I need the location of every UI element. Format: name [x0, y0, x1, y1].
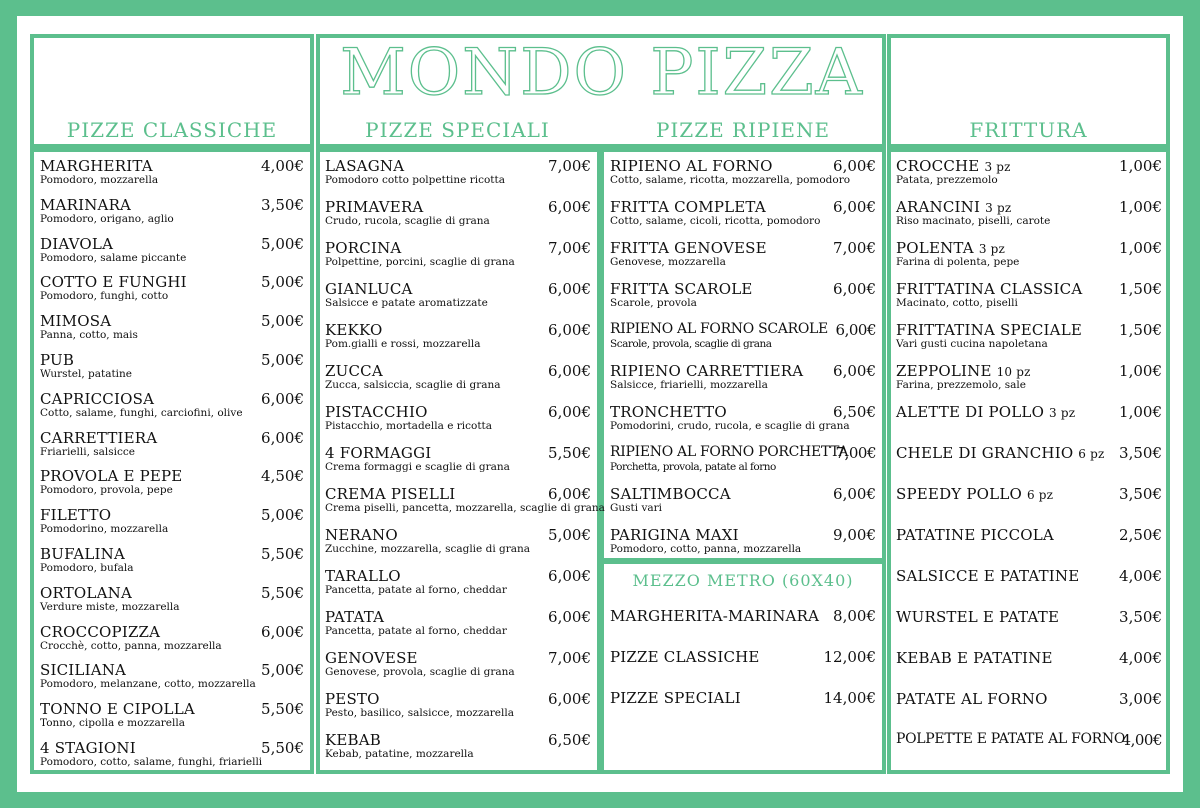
- item-name: KEBAB: [325, 731, 382, 749]
- item-price: 7,00€: [548, 239, 591, 257]
- item-description: Pancetta, patate al forno, cheddar: [325, 584, 507, 596]
- item-description: Farina, prezzemolo, sale: [896, 379, 1026, 391]
- item-description: Pomodoro, melanzane, cotto, mozzarella: [40, 678, 256, 691]
- menu-item: [896, 157, 1162, 197]
- item-description: Crema formaggi e scaglie di grana: [325, 461, 510, 473]
- item-description: Kebab, patatine, mozzarella: [325, 748, 474, 760]
- item-price: 12,00€: [823, 648, 876, 666]
- menu-item: [896, 526, 1162, 566]
- item-price: 5,00€: [548, 526, 591, 544]
- item-name: RIPIENO AL FORNO SCAROLE: [610, 321, 828, 337]
- menu-item: [610, 648, 876, 688]
- item-description: Pomodoro, salame piccante: [40, 251, 187, 264]
- item-name: FRITTATINA CLASSICA: [896, 280, 1083, 298]
- menu-item: [325, 567, 591, 607]
- item-description: Pistacchio, mortadella e ricotta: [325, 420, 493, 432]
- item-quantity: 3 pz: [984, 160, 1011, 174]
- section-title-speciali: PIZZE SPECIALI: [365, 118, 550, 142]
- menu-item: [610, 526, 876, 566]
- item-name: 4 STAGIONI: [40, 739, 136, 757]
- brand-title: MONDO PIZZA: [340, 36, 864, 110]
- section-title-classiche: PIZZE CLASSICHE: [66, 118, 278, 142]
- item-price: 6,00€: [548, 280, 591, 298]
- item-name: FRITTA SCAROLE: [610, 280, 753, 298]
- item-name: PIZZE SPECIALI: [610, 689, 741, 707]
- menu-item: [896, 321, 1162, 361]
- menu-item: [40, 390, 304, 430]
- item-description: Salsicce, friarielli, mozzarella: [610, 379, 768, 391]
- menu-item: [325, 362, 591, 402]
- menu-item: [896, 690, 1162, 730]
- item-price: 6,00€: [548, 362, 591, 380]
- item-price: 6,00€: [261, 389, 304, 408]
- item-name: PESTO: [325, 690, 380, 708]
- menu-item: [610, 403, 876, 443]
- item-name: CHELE DI GRANCHIO 6 pz: [896, 444, 1105, 462]
- menu-item: [40, 545, 304, 585]
- item-description: Crocchè, cotto, panna, mozzarella: [40, 639, 222, 652]
- item-name: TONNO E CIPOLLA: [40, 700, 195, 719]
- item-name: POLENTA 3 pz: [896, 239, 1006, 257]
- item-price: 5,50€: [261, 700, 304, 719]
- item-name: CROCCOPIZZA: [40, 622, 161, 641]
- menu-item: [896, 567, 1162, 607]
- item-description: Wurstel, patatine: [40, 368, 133, 380]
- menu-item: [325, 198, 591, 238]
- item-price: 1,50€: [1119, 321, 1162, 339]
- item-name: DIAVOLA: [40, 234, 114, 253]
- item-price: 3,50€: [261, 195, 304, 214]
- menu-item: [325, 403, 591, 443]
- item-name: WURSTEL E PATATE: [896, 608, 1060, 626]
- menu-item: [40, 351, 304, 391]
- item-name: ZUCCA: [325, 362, 383, 380]
- item-description: Riso macinato, piselli, carote: [896, 215, 1051, 227]
- item-price: 3,50€: [1119, 485, 1162, 503]
- item-description: Patata, prezzemolo: [896, 174, 998, 186]
- item-price: 14,00€: [823, 689, 876, 707]
- item-description: Crudo, rucola, scaglie di grana: [325, 215, 490, 227]
- item-name: CROCCHE 3 pz: [896, 157, 1011, 175]
- item-price: 5,00€: [261, 273, 304, 292]
- item-description: Zucca, salsiccia, scaglie di grana: [325, 379, 501, 391]
- item-name: ALETTE DI POLLO 3 pz: [896, 403, 1076, 421]
- item-name: LASAGNA: [325, 157, 405, 175]
- menu-item: [610, 198, 876, 238]
- menu-item: [40, 273, 304, 313]
- item-name: PATATA: [325, 608, 385, 626]
- item-quantity: 6 pz: [1026, 488, 1054, 502]
- item-name: 4 FORMAGGI: [325, 444, 432, 462]
- menu-item: [325, 608, 591, 648]
- item-price: 6,00€: [833, 485, 876, 503]
- item-name: PATATINE PICCOLA: [896, 526, 1054, 544]
- item-name: GIANLUCA: [325, 280, 413, 298]
- item-name: RIPIENO CARRETTIERA: [610, 362, 804, 380]
- menu-item: [40, 467, 304, 507]
- menu-item: [40, 506, 304, 546]
- item-name: PATATE AL FORNO: [896, 690, 1048, 708]
- item-price: 4,00€: [1119, 649, 1162, 667]
- item-price: 1,50€: [1119, 280, 1162, 298]
- item-price: 1,00€: [1119, 239, 1162, 257]
- item-description: Pom.gialli e rossi, mozzarella: [325, 338, 481, 350]
- menu-item: [40, 584, 304, 624]
- item-price: 7,00€: [835, 444, 876, 462]
- item-name: FRITTA GENOVESE: [610, 239, 767, 257]
- item-price: 5,00€: [261, 661, 304, 680]
- item-name: MARGHERITA: [40, 157, 153, 175]
- item-description: Pomodoro cotto polpettine ricotta: [325, 174, 505, 186]
- item-description: Vari gusti cucina napoletana: [896, 338, 1048, 350]
- item-name: PORCINA: [325, 239, 402, 257]
- item-quantity: 3 pz: [978, 242, 1006, 256]
- item-price: 7,00€: [548, 157, 591, 175]
- menu-item: [610, 444, 876, 484]
- item-description: Scarole, provola: [610, 297, 697, 309]
- item-price: 5,50€: [261, 583, 304, 602]
- item-name: SICILIANA: [40, 661, 127, 680]
- item-description: Gusti vari: [610, 502, 663, 514]
- item-price: 6,00€: [548, 403, 591, 421]
- item-description: Pomodoro, mozzarella: [40, 174, 159, 186]
- item-name: MARINARA: [40, 195, 132, 214]
- item-description: Macinato, cotto, piselli: [896, 297, 1018, 309]
- item-name: SALTIMBOCCA: [610, 485, 731, 503]
- menu-item: [610, 239, 876, 279]
- menu-item: [325, 280, 591, 320]
- item-price: 7,00€: [833, 239, 876, 257]
- item-price: 6,00€: [833, 198, 876, 216]
- item-name: BUFALINA: [40, 545, 126, 563]
- item-price: 6,00€: [261, 622, 304, 641]
- menu-item: [40, 235, 304, 275]
- menu-item: [896, 731, 1162, 771]
- menu-item: [896, 239, 1162, 279]
- item-price: 6,50€: [548, 731, 591, 749]
- item-name: FRITTA COMPLETA: [610, 198, 766, 216]
- item-name: TARALLO: [325, 567, 401, 585]
- menu-item: [325, 444, 591, 484]
- item-description: Pancetta, patate al forno, cheddar: [325, 625, 507, 637]
- item-price: 3,50€: [1119, 608, 1162, 626]
- item-price: 5,50€: [261, 739, 304, 757]
- menu-item: [40, 196, 304, 236]
- item-price: 5,00€: [261, 506, 304, 525]
- item-description: Cotto, salame, funghi, carciofini, olive: [40, 406, 243, 419]
- item-name: NERANO: [325, 526, 398, 544]
- item-description: Genovese, provola, scaglie di grana: [325, 666, 515, 678]
- menu-item: [325, 731, 591, 771]
- item-price: 4,00€: [261, 157, 304, 175]
- item-price: 1,00€: [1119, 362, 1162, 380]
- menu-item: [610, 321, 876, 361]
- menu-item: [896, 198, 1162, 238]
- item-price: 6,00€: [548, 485, 591, 503]
- item-price: 6,00€: [548, 198, 591, 216]
- item-price: 3,50€: [1119, 444, 1162, 462]
- item-name: FRITTATINA SPECIALE: [896, 321, 1083, 339]
- item-description: Genovese, mozzarella: [610, 256, 726, 268]
- item-price: 6,00€: [261, 428, 304, 447]
- item-description: Cotto, salame, ricotta, mozzarella, pomodoro: [610, 174, 851, 186]
- item-quantity: 3 pz: [1049, 406, 1076, 420]
- menu-item: [325, 157, 591, 197]
- item-name: RIPIENO AL FORNO PORCHETTA: [610, 444, 849, 460]
- item-price: 4,00€: [1121, 731, 1162, 749]
- item-price: 8,00€: [833, 607, 876, 625]
- item-name: ORTOLANA: [40, 583, 132, 602]
- item-description: Pomodoro, funghi, cotto: [40, 290, 169, 303]
- menu-item: [40, 312, 304, 352]
- item-name: CARRETTIERA: [40, 428, 158, 447]
- item-description: Pomodoro, provola, pepe: [40, 484, 173, 497]
- item-price: 5,00€: [261, 234, 304, 253]
- menu-item: [40, 700, 304, 740]
- item-name: SPEEDY POLLO 6 pz: [896, 485, 1054, 503]
- item-description: Porchetta, provola, patate al forno: [610, 461, 776, 473]
- menu-item: [610, 157, 876, 197]
- item-price: 6,00€: [835, 321, 876, 339]
- item-price: 9,00€: [833, 526, 876, 544]
- item-name: PIZZE CLASSICHE: [610, 648, 760, 666]
- item-name: PARIGINA MAXI: [610, 526, 739, 544]
- item-price: 4,50€: [261, 467, 304, 486]
- menu-item: [896, 649, 1162, 689]
- menu-item: [40, 157, 304, 197]
- item-name: POLPETTE E PATATE AL FORNO: [896, 731, 1126, 747]
- item-price: 5,00€: [261, 351, 304, 369]
- item-name: PROVOLA E PEPE: [40, 467, 183, 486]
- item-description: Polpettine, porcini, scaglie di grana: [325, 256, 515, 268]
- item-price: 6,00€: [548, 608, 591, 626]
- item-quantity: 6 pz: [1078, 447, 1105, 461]
- menu-item: [896, 444, 1162, 484]
- item-price: 6,00€: [548, 567, 591, 585]
- item-description: Tonno, cipolla e mozzarella: [40, 717, 185, 730]
- menu-item: [896, 485, 1162, 525]
- section-title-mezzo: MEZZO METRO (60X40): [632, 571, 854, 590]
- item-description: Panna, cotto, mais: [40, 329, 138, 342]
- item-name: GENOVESE: [325, 649, 418, 667]
- item-price: 6,50€: [833, 403, 876, 421]
- item-name: MIMOSA: [40, 312, 112, 331]
- menu-item: [325, 485, 605, 525]
- item-description: Salsicce e patate aromatizzate: [325, 297, 488, 309]
- item-name: SALSICCE E PATATINE: [896, 567, 1080, 585]
- item-description: Pomodoro, cotto, salame, funghi, friarielli: [40, 756, 263, 768]
- menu-item: [610, 362, 876, 402]
- item-price: 5,50€: [261, 545, 304, 563]
- item-name: TRONCHETTO: [610, 403, 727, 421]
- item-name: CREMA PISELLI: [325, 485, 456, 503]
- menu-item: [325, 239, 591, 279]
- item-price: 4,00€: [1119, 567, 1162, 585]
- item-description: Pomodoro, cotto, panna, mozzarella: [610, 543, 802, 555]
- menu-item: [896, 280, 1162, 320]
- section-title-ripiene: PIZZE RIPIENE: [655, 118, 831, 142]
- item-name: ZEPPOLINE 10 pz: [896, 362, 1031, 380]
- item-price: 6,00€: [548, 321, 591, 339]
- item-name: CAPRICCIOSA: [40, 389, 155, 408]
- item-price: 6,00€: [833, 362, 876, 380]
- item-name: PISTACCHIO: [325, 403, 428, 421]
- item-name: KEBAB E PATATINE: [896, 649, 1053, 667]
- menu-item: [325, 649, 591, 689]
- item-name: FILETTO: [40, 506, 112, 525]
- item-description: Verdure miste, mozzarella: [40, 600, 180, 613]
- item-name: COTTO E FUNGHI: [40, 273, 187, 292]
- item-name: RIPIENO AL FORNO: [610, 157, 773, 175]
- menu-item: [40, 739, 304, 779]
- item-price: 6,00€: [833, 280, 876, 298]
- menu-item: [610, 689, 876, 729]
- menu-item: [40, 623, 304, 663]
- item-price: 1,00€: [1119, 157, 1162, 175]
- item-quantity: 3 pz: [985, 201, 1012, 215]
- item-description: Cotto, salame, cicoli, ricotta, pomodoro: [610, 215, 821, 227]
- item-price: 6,00€: [548, 690, 591, 708]
- menu-item: [896, 362, 1162, 402]
- menu-item: [325, 526, 591, 566]
- item-description: Zucchine, mozzarella, scaglie di grana: [325, 543, 531, 555]
- menu-item: [40, 429, 304, 469]
- menu-item: [610, 485, 876, 525]
- item-description: Pomodorini, crudo, rucola, e scaglie di grana: [610, 420, 850, 432]
- item-description: Pesto, basilico, salsicce, mozzarella: [325, 707, 514, 719]
- item-price: 2,50€: [1119, 526, 1162, 544]
- item-name: PRIMAVERA: [325, 198, 424, 216]
- item-description: Friarielli, salsicce: [40, 445, 135, 458]
- item-price: 7,00€: [548, 649, 591, 667]
- menu-item: [610, 607, 876, 647]
- item-price: 6,00€: [833, 157, 876, 175]
- item-description: Crema piselli, pancetta, mozzarella, scaglie di grana: [325, 502, 605, 514]
- menu-item: [325, 321, 591, 361]
- item-description: Scarole, provola, scaglie di grana: [610, 338, 772, 350]
- menu-item: [896, 403, 1162, 443]
- menu-item: [896, 608, 1162, 648]
- menu-item: [610, 280, 876, 320]
- item-description: Pomodoro, origano, aglio: [40, 212, 174, 225]
- menu-item: [40, 661, 304, 701]
- item-description: Pomodoro, bufala: [40, 562, 134, 574]
- item-description: Farina di polenta, pepe: [896, 256, 1020, 268]
- item-price: 5,50€: [548, 444, 591, 462]
- item-description: Pomodorino, mozzarella: [40, 523, 169, 536]
- item-price: 1,00€: [1119, 198, 1162, 216]
- item-name: KEKKO: [325, 321, 383, 339]
- item-name: MARGHERITA-MARINARA: [610, 607, 820, 625]
- item-quantity: 10 pz: [996, 365, 1031, 379]
- section-title-frittura: FRITTURA: [969, 118, 1088, 142]
- item-name: ARANCINI 3 pz: [896, 198, 1012, 216]
- item-price: 5,00€: [261, 312, 304, 331]
- item-price: 1,00€: [1119, 403, 1162, 421]
- item-name: PUB: [40, 351, 75, 369]
- menu-item: [325, 690, 591, 730]
- item-price: 3,00€: [1119, 690, 1162, 708]
